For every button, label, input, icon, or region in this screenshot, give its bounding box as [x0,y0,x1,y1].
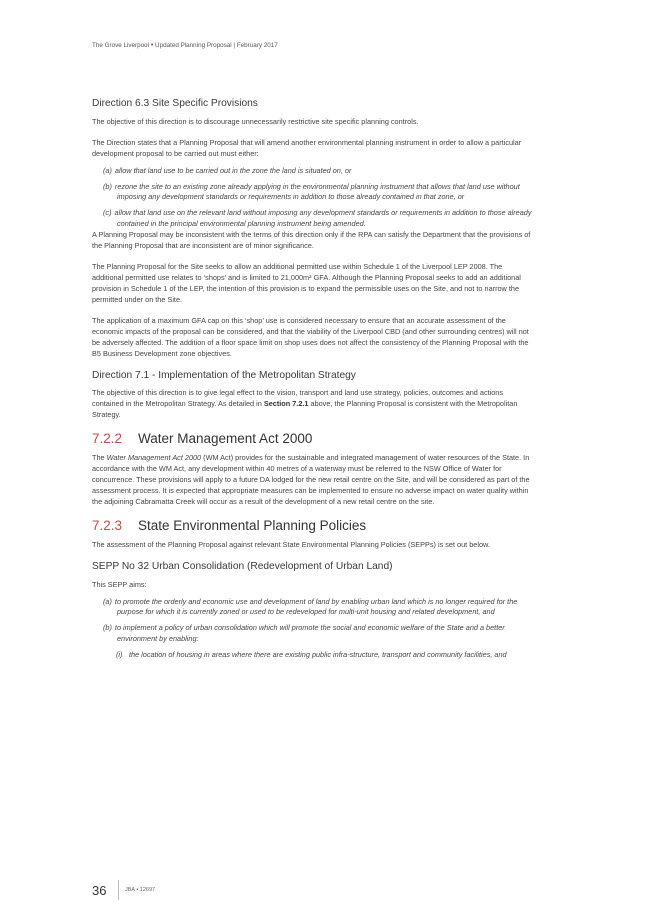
paragraph: A Planning Proposal may be inconsistent with the terms of this direction only if the RPA can satisfy the Department that the provisions of the Planning Proposal that are inconsistent are of minor significance. [92,230,531,251]
list-item: (c) allow that land use on the relevant land without imposing any development standards or requirements in addition to those already contained in the principal environmental planning instrument being amended. [103,208,532,229]
running-header [92,42,278,49]
list-item: (a) to promote the orderly and economic use and development of land by enabling urban land which is no longer required for the purpose for which it is currently zoned or used to be redeveloped for multi-unit housing and related development, and [103,596,518,617]
footer-divider [118,880,119,900]
header-separator: • [150,42,154,49]
section-7-2-3-heading [92,518,532,533]
page-number: 36 [92,882,107,898]
list-item: (i) the location of housing in areas where there are existing public infra-structure, transport and community facilities, and [116,650,507,660]
paragraph: The Planning Proposal for the Site seeks to allow an additional permitted use within Schedule 1 of the Liverpool LEP 2008. The additional permitted use relates to ‘shops’ and is limited to 21,000m² GFA. Although the Planning Proposal seeks to add an additional provision in Schedule 1 of the LEP, the intention of this provision is to expand the permissible uses on the Site, and not to narrow the permitted under on the Site. [92,262,521,304]
section-title: State Environmental Planning Policies [138,517,367,533]
page-footer [92,880,155,900]
paragraph: The objective of this direction is to give legal effect to the vision, transport and land use strategy, policies, outcomes and actions contained in the Metropolitan Strategy. As detailed in Section 7.2.1 above, the Planning Proposal is consistent with the Metropolitan Strategy. [92,388,518,420]
section-reference: Section 7.2.1 [263,399,309,409]
paragraph: The Direction states that a Planning Proposal that will amend another environmental planning instrument in order to allow a particular development proposal to be carried out must either: [92,137,522,158]
sepp-32-heading: SEPP No 32 Urban Consolidation (Redevelopment of Urban Land) [92,560,393,572]
direction-6-3-heading: Direction 6.3 Site Specific Provisions [92,98,258,109]
list-item: (b) rezone the site to an existing zone already applying in the environmental planning instrument that allows that land use without imposing any development standards or requirements in addition to those already contained in that zone, or [103,181,520,202]
header-document: Updated Planning Proposal | February 2017 [155,42,278,49]
section-number: 7.2.3 [92,517,123,533]
list-item: (b) to implement a policy of urban consolidation which will promote the social and economic welfare of the State and a better environment by enabling: [103,623,505,644]
header-project: The Grove Liverpool [92,42,150,49]
list-item: (a) allow that land use to be carried out in the zone the land is situated on, or [103,165,352,175]
section-7-2-2-heading [92,431,532,446]
page-content [92,98,532,666]
section-title: Water Management Act 2000 [138,431,313,447]
paragraph: The assessment of the Planning Proposal against relevant State Environmental Planning Policies (SEPPs) is set out below. [92,539,490,549]
paragraph: The Water Management Act 2000 (WM Act) provides for the sustainable and integrated management of water resources of the State. In accordance with the WM Act, any development within 40 metres of a waterway must be referred to the NSW Office of Water for concurrence. These provisions will apply to a future DA lodged for the new retail centre on the Site, and will be considered as part of the assessment process. It is expected that appropriate measures can be implemented to ensure no adverse impact on water quality within the adjoining Cabramatta Creek will occur as a result of the development of a new retail centre on the site. [92,453,530,506]
paragraph: The objective of this direction is to discourage unnecessarily restrictive site specific planning controls. [92,116,419,126]
job-reference: JBA • 12697 [125,887,156,893]
direction-7-1-heading: Direction 7.1 - Implementation of the Metropolitan Strategy [92,369,356,381]
paragraph: This SEPP aims: [92,579,147,589]
section-number: 7.2.2 [92,431,123,447]
paragraph: The application of a maximum GFA cap on this ‘shop’ use is considered necessary to ensure that an accurate assessment of the economic impacts of the proposal can be considered, and that the viability of the Liverpool CBD (and other surrounding centres) will not be adversely affected. The addition of a floor space limit on shop uses does not affect the consistency of the Planning Proposal with the B5 Business Development zone objectives. [92,315,529,358]
